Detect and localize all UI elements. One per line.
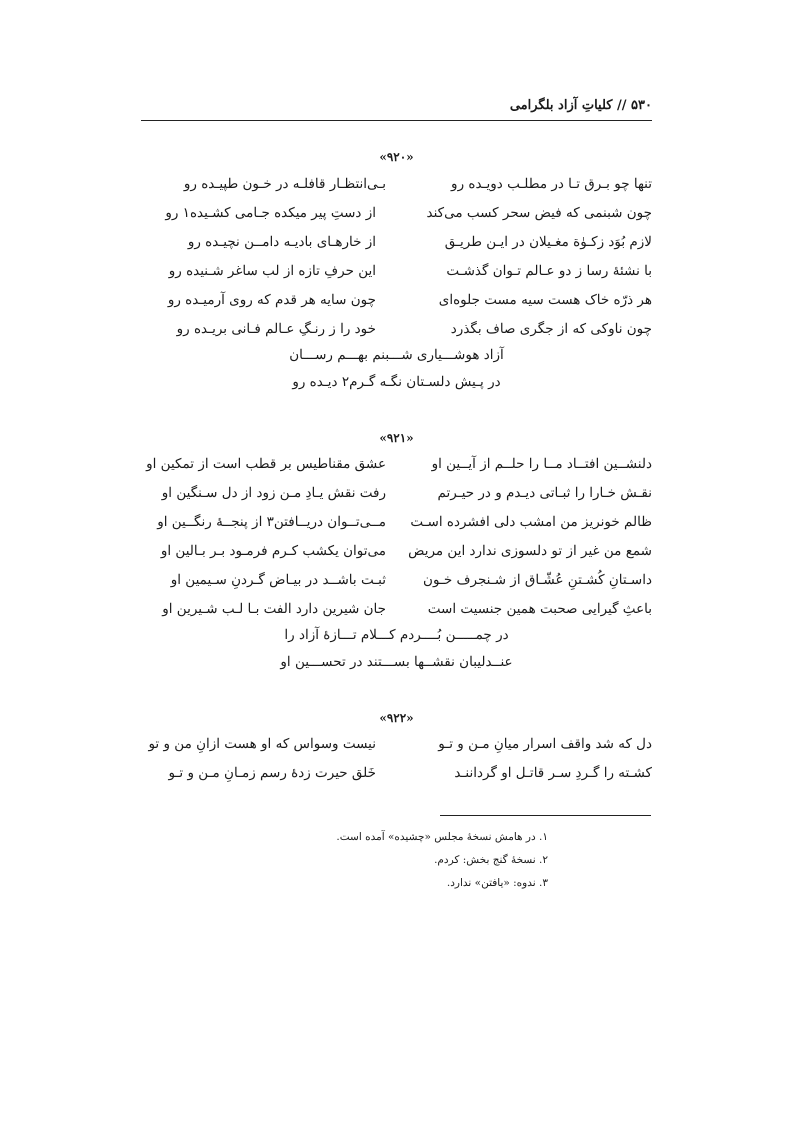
page-header [0,98,793,122]
running-head [510,98,652,113]
verse-first-half: داسـتانِ کُشـتنِ عُشّـاق از شـنجرف خـون [423,572,652,588]
verse-second-half: مــی‌تــوان دریــافتن۳ از پنجــۀ رنگــین او [157,514,386,530]
header-separator: // [617,98,627,113]
verse-second-half: عشق مقناطیس بر قطب است از تمکین او [146,456,386,472]
footnote: ۳. ندوه: «یافتن» ندارد. [446,877,548,889]
verse-second-half: چون سایه هر قدم که روی آرمیـده رو [167,292,376,308]
footnote: ۱. در هامش نسخۀ مجلس «چشیده» آمده است. [336,831,548,843]
verse-second-half: از خارهـای بادیـه دامــن نچیـده رو [187,234,376,250]
verse-first-half: چون شبنمی که فیض سحر کسب می‌کند [426,205,652,221]
verse-first-half: کشـته را گـردِ سـر قاتـل او گرداننـد [454,765,652,781]
verse-first-half: لازم بُوَد زکـوٰة مغـیلان در ایـن طریـق [444,234,652,250]
closing-verse: در چمـــــن بُــــردم کـــلام تـــازۀ آزاد را [284,627,509,643]
closing-verse: عنــدلیبان نقشــها بســـتند در تحســـین او [280,654,513,670]
verse-second-half: بـی‌انتظـار قافلـه در خـون طپیـده رو [183,176,386,192]
verse-second-half: رفت نقش یـادِ مـن زود از دل سـنگین او [161,485,386,501]
verse-first-half: ظالم خونریز من امشب دلی افشرده اسـت [410,514,652,530]
closing-verse: در پـیش دلسـتان نگـه گـرم۲ دیـده رو [292,374,501,390]
book-title: کلیاتِ آزاد بلگرامی [509,98,613,113]
header-rule [141,120,652,121]
ghazal-number: «۹۲۱» [379,431,414,445]
page-number: ۵۳۰ [631,98,652,113]
footnote-rule [440,815,651,816]
verse-first-half: چون ناوکی که از جگری صاف بگذرد [450,321,652,337]
verse-first-half: نقـش خـارا را ثبـاتی دیـدم و در حیـرتم [437,485,652,501]
ghazal-number: «۹۲۰» [379,150,414,164]
verse-first-half: دلنشــین افتــاد مــا را حلــم از آیــین او [431,456,652,472]
verse-first-half: باعثِ گیرایی صحبت همین جنسیت است [427,601,652,617]
ghazal-number: «۹۲۲» [379,711,414,725]
verse-first-half: هر ذرّه خاک هست سیه مست جلوه‌ای [438,292,652,308]
verse-second-half: جان شیرین دارد الفت بـا لـب شـیرین او [162,601,386,617]
footnote: ۲. نسخۀ گنج بخش: کردم. [434,854,548,866]
verse-first-half: با نشئۀ رسا ز دو عـالم تـوان گذشـت [446,263,652,279]
verse-second-half: خود را ز رنـگِ عـالم فـانی بریـده رو [176,321,376,337]
verse-first-half: دل که شد واقف اسرار میانِ مـن و تـو [438,736,652,752]
verse-second-half: این حرفِ تازه از لب ساغر شـنیده رو [168,263,376,279]
verse-second-half: می‌توان یکشب کـرم فرمـود بـر بـالین او [160,543,386,559]
verse-first-half: تنها چو بـرق تـا در مطلـب دویـده رو [451,176,652,192]
verse-first-half: شمع من غیر از تو دلسوزی ندارد این مریض [408,543,652,559]
verse-second-half: از دستِ پیر میکده جـامی کشـیده۱ رو [165,205,376,221]
closing-verse: آزاد هوشـــیاری شـــبنم بهـــم رســـان [289,347,504,363]
verse-second-half: خَلق حیرت زدۀ رسم زمـانِ مـن و تـو [168,765,376,781]
verse-second-half: نیست وسواس که او هست ازانِ من و تو [148,736,376,752]
verse-second-half: ثبـت باشــد در بیـاض گـردنِ سـیمین او [170,572,386,588]
